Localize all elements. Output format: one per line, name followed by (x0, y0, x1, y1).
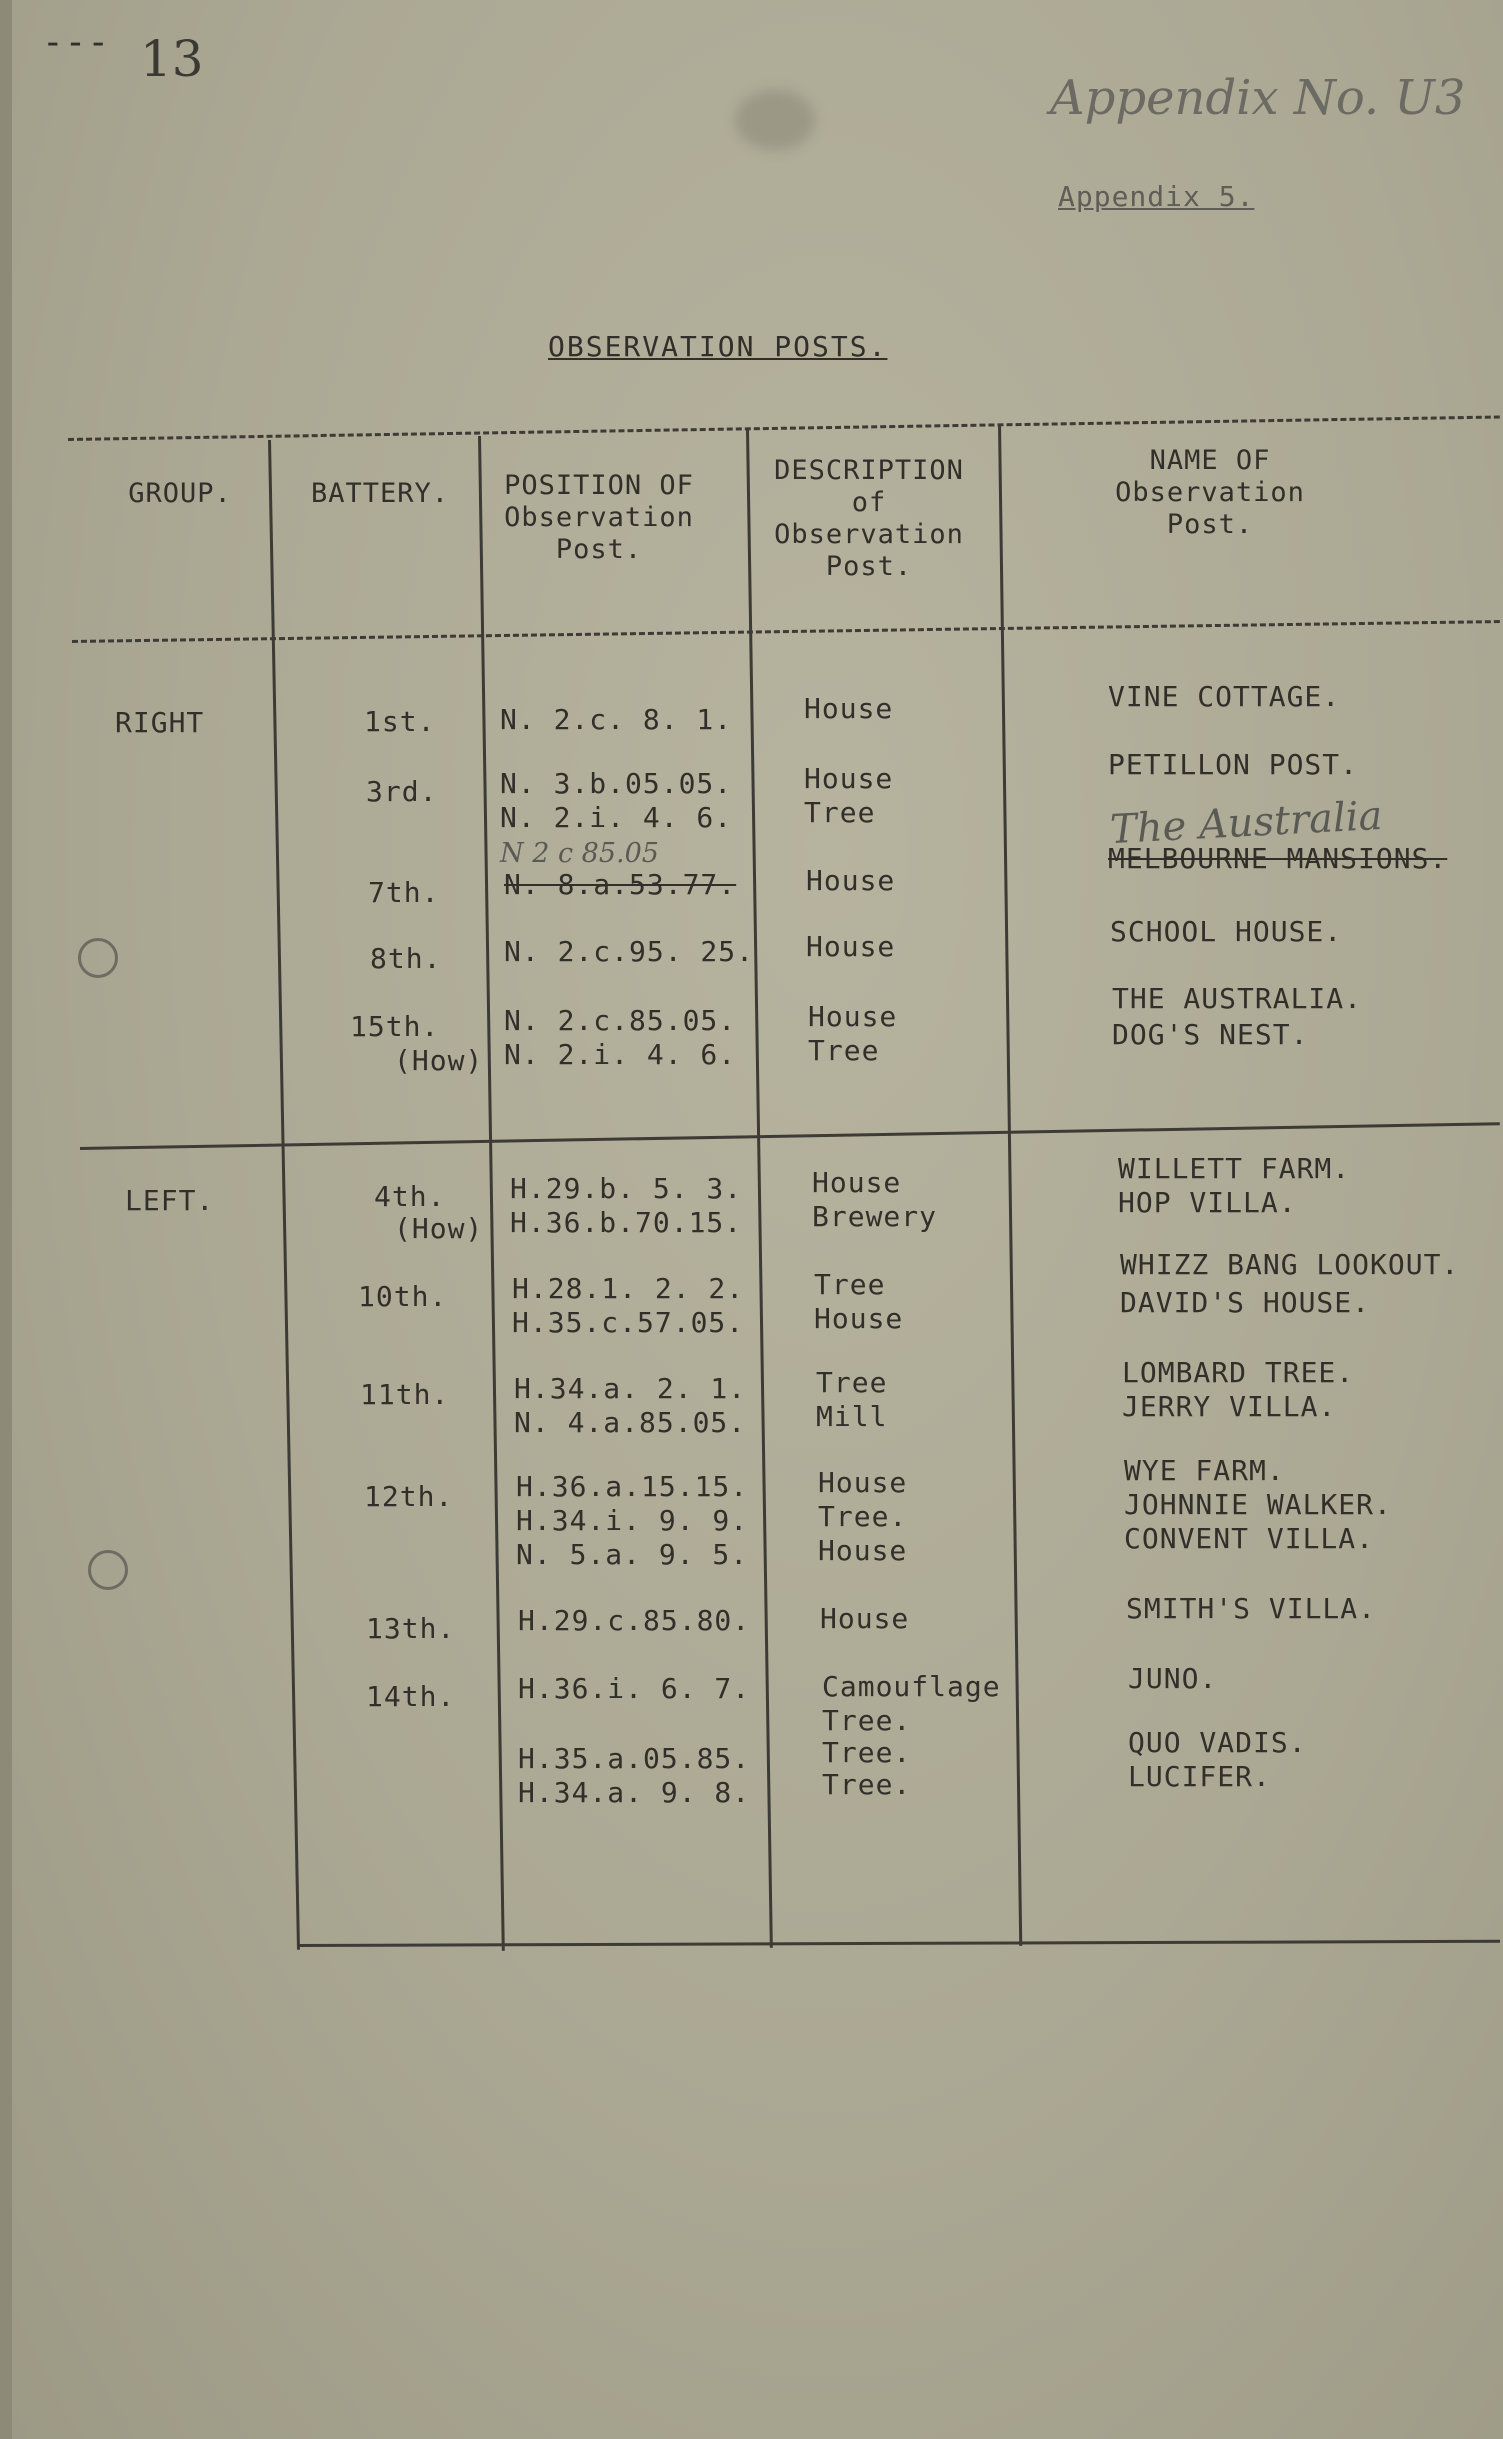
description-cell: Tree. (822, 1768, 912, 1801)
group-right: RIGHT (115, 706, 205, 739)
name-cell: LUCIFER. (1128, 1760, 1271, 1793)
group-left: LEFT. (125, 1184, 215, 1217)
description-cell: House (804, 762, 894, 795)
struck-position: N. 8.a.53.77. (504, 868, 737, 901)
battery-4th: 4th. (374, 1180, 446, 1213)
battery-15th: 15th. (350, 1010, 440, 1043)
battery-15th-sub: (How) (394, 1044, 484, 1077)
position-cell: H.36.i. 6. 7. (518, 1672, 751, 1705)
battery-7th: 7th. (368, 876, 440, 909)
name-cell: THE AUSTRALIA. (1112, 982, 1363, 1015)
position-cell: H.35.a.05.85. (518, 1742, 751, 1775)
appendix-sub-label: Appendix 5. (1058, 180, 1255, 213)
name-cell: QUO VADIS. (1128, 1726, 1307, 1759)
description-cell: Mill (816, 1400, 888, 1433)
column-line-4 (998, 424, 1022, 1946)
position-cell: N. 5.a. 9. 5. (516, 1538, 749, 1571)
battery-11th: 11th. (360, 1378, 450, 1411)
name-cell: SCHOOL HOUSE. (1110, 915, 1343, 948)
description-cell: Tree. (822, 1736, 912, 1769)
description-cell: House (804, 692, 894, 725)
name-cell: JOHNNIE WALKER. (1124, 1488, 1392, 1521)
column-line-3 (746, 430, 773, 1948)
battery-8th: 8th. (370, 942, 442, 975)
position-cell: H.34.a. 2. 1. (514, 1372, 747, 1405)
position-cell: N. 2.c.85.05. (504, 1004, 737, 1037)
position-cell: N. 4.a.85.05. (514, 1406, 747, 1439)
position-cell: N. 2.c. 8. 1. (500, 703, 733, 736)
smudge-mark (735, 90, 815, 150)
name-cell: SMITH'S VILLA. (1126, 1592, 1377, 1625)
page-edge (0, 0, 12, 2439)
column-line-2 (478, 436, 505, 1951)
description-cell: House (820, 1602, 910, 1635)
battery-4th-sub: (How) (394, 1212, 484, 1245)
header-name: NAME OF Observation Post. (1115, 445, 1305, 540)
position-cell: H.34.a. 9. 8. (518, 1776, 751, 1809)
description-cell: Tree. (818, 1500, 908, 1533)
description-cell: House (818, 1466, 908, 1499)
battery-3rd: 3rd. (366, 775, 438, 808)
description-cell: Tree. (822, 1704, 912, 1737)
punch-hole-bottom (88, 1550, 128, 1590)
document-title: OBSERVATION POSTS. (548, 330, 888, 363)
header-battery: BATTERY. (310, 478, 450, 509)
position-cell: N. 2.i. 4. 6. (504, 1038, 737, 1071)
description-cell: House (818, 1534, 908, 1567)
position-cell: N. 2.c.95. 25. (504, 935, 755, 968)
position-cell: H.36.a.15.15. (516, 1470, 749, 1503)
position-cell: H.29.c.85.80. (518, 1604, 751, 1637)
name-cell: WHIZZ BANG LOOKOUT. (1120, 1248, 1460, 1281)
appendix-label: Appendix No. U3 (1050, 70, 1466, 126)
position-cell: H.35.c.57.05. (512, 1306, 745, 1339)
name-cell: WYE FARM. (1124, 1454, 1285, 1487)
description-cell: House (812, 1166, 902, 1199)
name-cell: LOMBARD TREE. (1122, 1356, 1355, 1389)
description-cell: House (814, 1302, 904, 1335)
header-description: DESCRIPTION of Observation Post. (774, 455, 964, 582)
description-cell: Tree (804, 796, 876, 829)
battery-13th: 13th. (366, 1612, 456, 1645)
handwritten-name: The Australia (1108, 792, 1384, 854)
name-cell: DAVID'S HOUSE. (1120, 1286, 1371, 1319)
description-cell: Camouflage (822, 1670, 1001, 1703)
name-cell: DOG'S NEST. (1112, 1018, 1309, 1051)
page-number: 13 (140, 30, 204, 88)
battery-12th: 12th. (364, 1480, 454, 1513)
name-cell: JUNO. (1128, 1662, 1218, 1695)
description-cell: Brewery (812, 1200, 938, 1233)
name-cell: HOP VILLA. (1118, 1186, 1297, 1219)
description-cell: Tree (816, 1366, 888, 1399)
description-cell: House (806, 864, 896, 897)
position-cell: H.29.b. 5. 3. (510, 1172, 743, 1205)
position-cell: H.28.1. 2. 2. (512, 1272, 745, 1305)
header-bottom-rule (72, 620, 1500, 643)
position-cell: N. 2.i. 4. 6. (500, 801, 733, 834)
name-cell: WILLETT FARM. (1118, 1152, 1351, 1185)
name-cell: JERRY VILLA. (1122, 1390, 1337, 1423)
name-cell: CONVENT VILLA. (1124, 1522, 1375, 1555)
name-cell: PETILLON POST. (1108, 748, 1359, 781)
header-position: POSITION OF Observation Post. (504, 470, 694, 565)
position-cell: H.34.i. 9. 9. (516, 1504, 749, 1537)
punch-hole-top (78, 938, 118, 978)
battery-10th: 10th. (358, 1280, 448, 1313)
column-line-1 (268, 440, 300, 1950)
table-bottom-rule (298, 1940, 1500, 1947)
table-top-rule (68, 416, 1500, 441)
handwritten-position: N 2 c 85.05 (500, 838, 659, 869)
description-cell: Tree (814, 1268, 886, 1301)
position-cell: N. 3.b.05.05. (500, 767, 733, 800)
header-group: GROUP. (128, 478, 232, 509)
position-cell: H.36.b.70.15. (510, 1206, 743, 1239)
battery-14th: 14th. (366, 1680, 456, 1713)
struck-name: MELBOURNE MANSIONS. (1108, 842, 1448, 875)
name-cell: VINE COTTAGE. (1108, 680, 1341, 713)
description-cell: House (808, 1000, 898, 1033)
battery-1st: 1st. (364, 705, 436, 738)
corner-dash: --- (42, 22, 111, 63)
description-cell: Tree (808, 1034, 880, 1067)
group-divider-rule (80, 1122, 1500, 1150)
description-cell: House (806, 930, 896, 963)
